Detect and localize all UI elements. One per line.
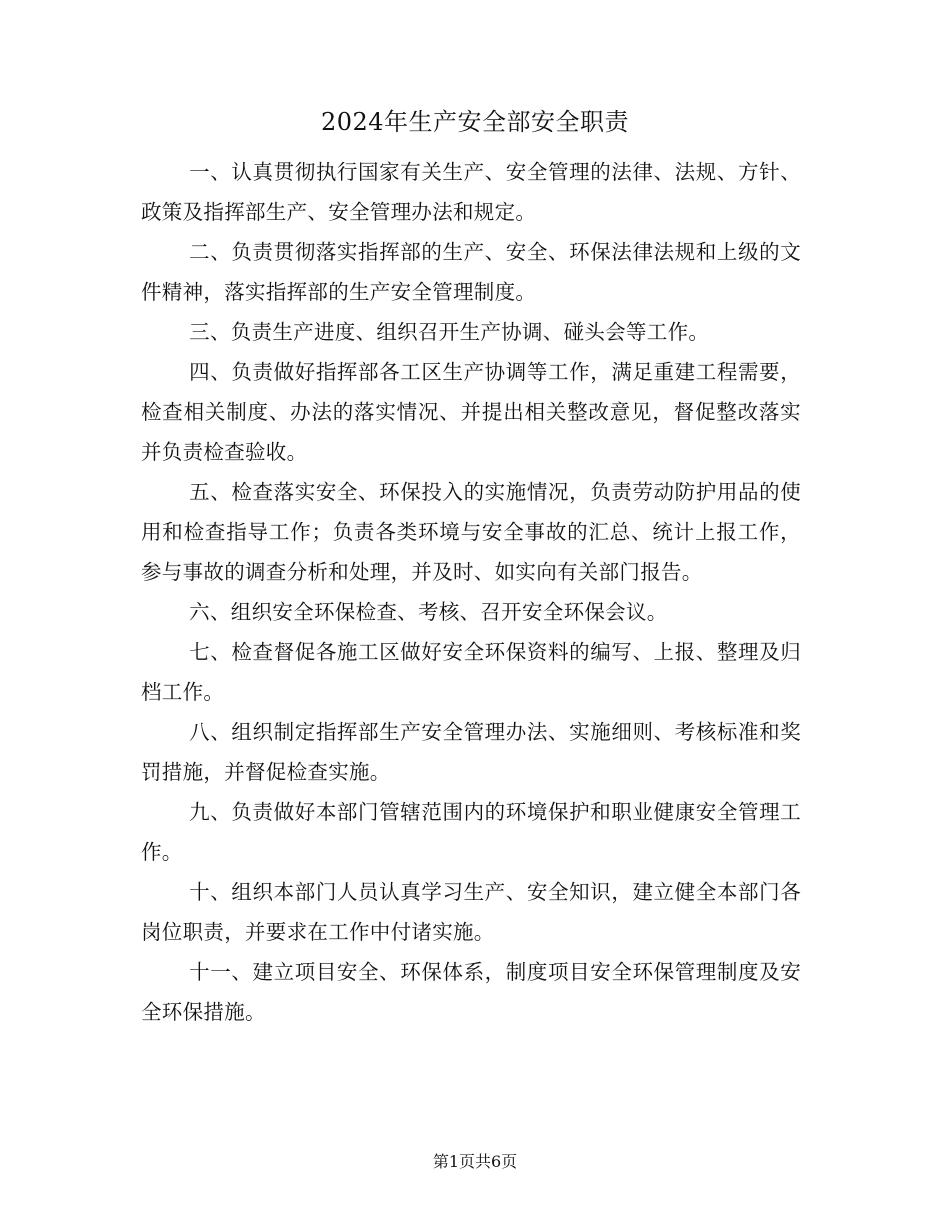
paragraph-6: 六、组织安全环保检查、考核、召开安全环保会议。 [189, 600, 668, 624]
paragraph-7: 七、检查督促各施工区做好安全环保资料的编写、上报、整理及归档工作。 [141, 640, 801, 704]
page-number-footer: 第1页共6页 [432, 1152, 518, 1171]
document-body [141, 152, 801, 1032]
paragraph-10: 十、组织本部门人员认真学习生产、安全知识，建立健全本部门各岗位职责，并要求在工作中付诸实施。 [141, 880, 801, 944]
paragraph-1: 一、认真贯彻执行国家有关生产、安全管理的法律、法规、方针、政策及指挥部生产、安全管理办法和规定。 [141, 160, 801, 224]
paragraph-2: 二、负责贯彻落实指挥部的生产、安全、环保法律法规和上级的文件精神，落实指挥部的生产安全管理制度。 [141, 240, 801, 304]
paragraph-5: 五、检查落实安全、环保投入的实施情况，负责劳动防护用品的使用和检查指导工作；负责各类环境与安全事故的汇总、统计上报工作，参与事故的调查分析和处理，并及时、如实向有关部门报告。 [141, 480, 801, 584]
document-title: 2024年生产安全部安全职责 [320, 108, 630, 136]
paragraph-11: 十一、建立项目安全、环保体系，制度项目安全环保管理制度及安全环保措施。 [141, 960, 801, 1024]
paragraph-3: 三、负责生产进度、组织召开生产协调、碰头会等工作。 [189, 320, 710, 344]
paragraph-9: 九、负责做好本部门管辖范围内的环境保护和职业健康安全管理工作。 [141, 800, 801, 864]
paragraph-4: 四、负责做好指挥部各工区生产协调等工作，满足重建工程需要，检查相关制度、办法的落实情况、并提出相关整改意见，督促整改落实并负责检查验收。 [141, 360, 801, 464]
paragraph-8: 八、组织制定指挥部生产安全管理办法、实施细则、考核标准和奖罚措施，并督促检查实施。 [141, 720, 801, 784]
